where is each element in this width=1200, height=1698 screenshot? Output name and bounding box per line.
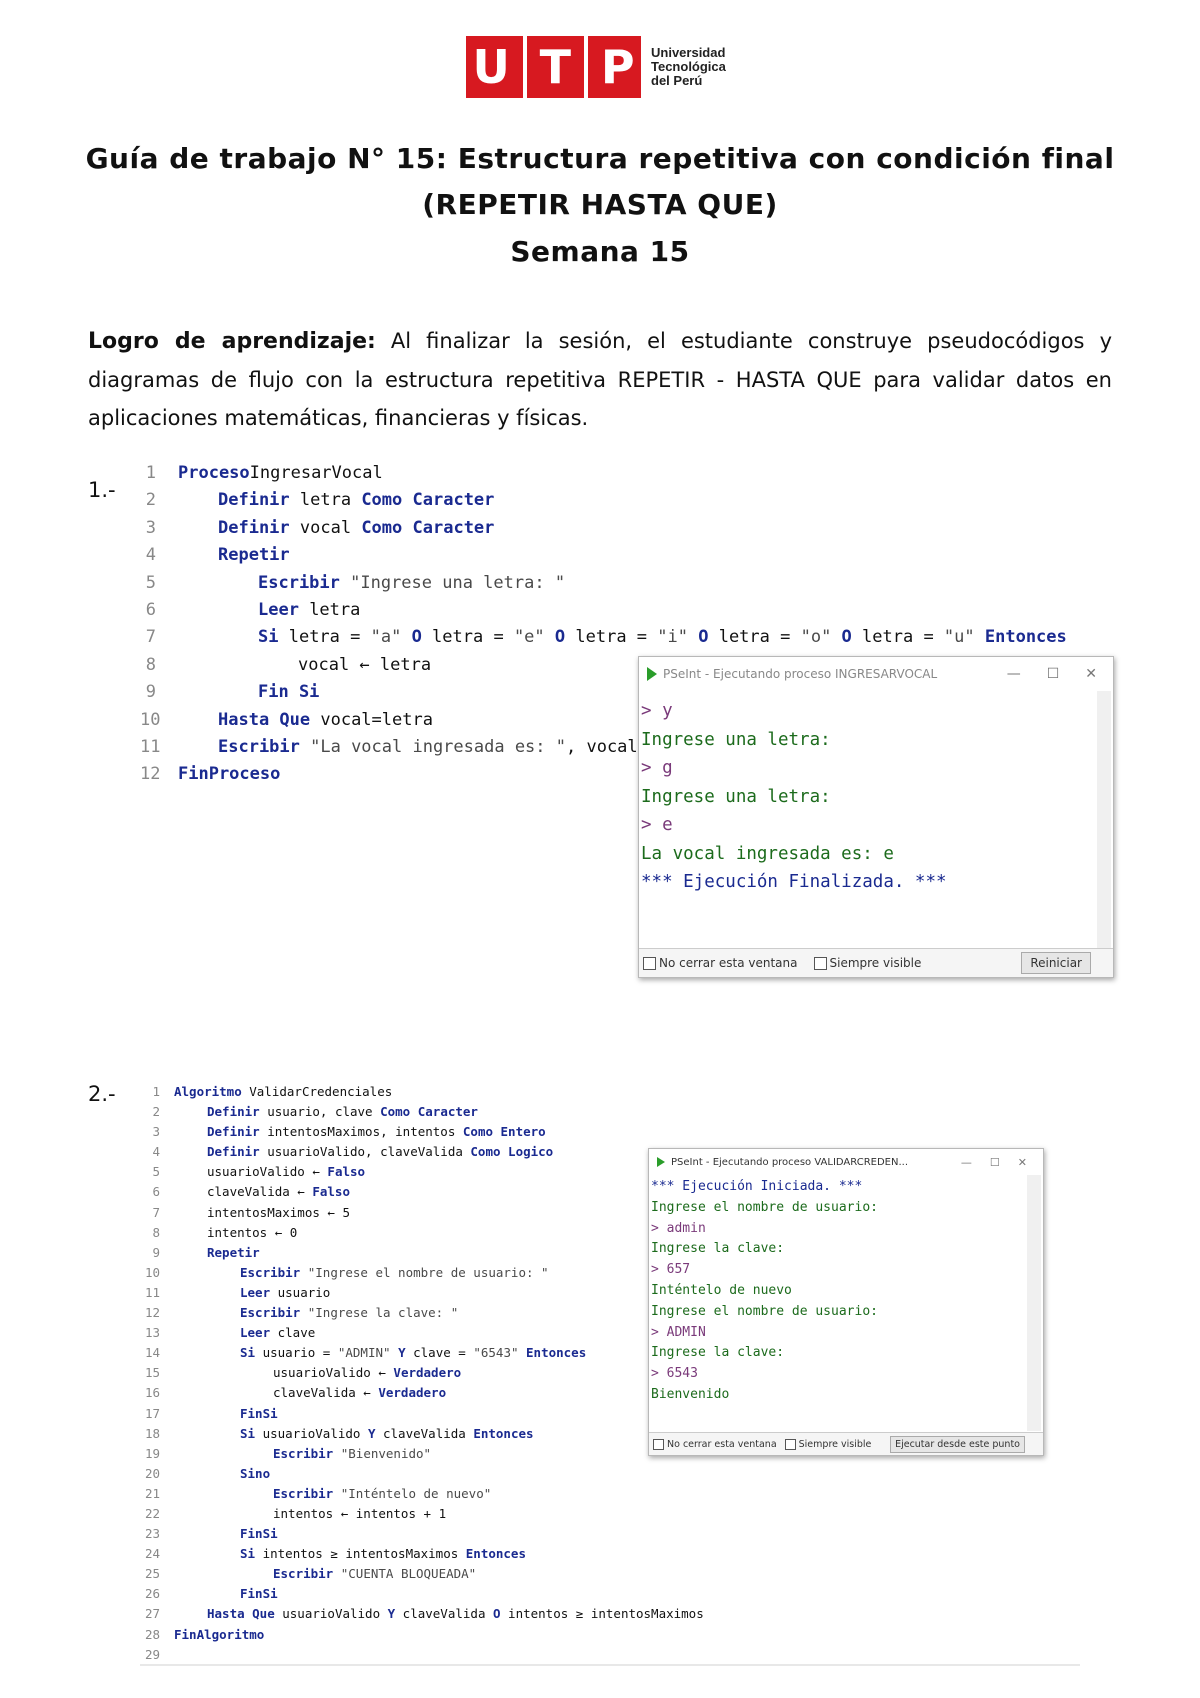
- always-visible-label: Siempre visible: [829, 956, 922, 970]
- code-line: [140, 1564, 704, 1584]
- divider: [140, 1664, 1080, 1666]
- code-line: [140, 1102, 704, 1122]
- line-number: 4: [152, 1144, 160, 1160]
- code-line: [140, 1243, 704, 1263]
- code-line: [140, 1263, 704, 1283]
- console-output: [651, 1177, 878, 1406]
- code-line: [140, 1283, 704, 1303]
- page-title: Guía de trabajo N° 15: Estructura repetitiva con condición final: [85, 142, 1115, 175]
- console-line: > admin: [651, 1220, 706, 1236]
- code-text: FinSi: [240, 1405, 278, 1421]
- console-line: Ingrese una letra:: [641, 729, 831, 750]
- line-number: 6: [145, 600, 156, 621]
- run-icon: [657, 1157, 665, 1167]
- code-text: Leer clave: [240, 1325, 316, 1341]
- no-close-checkbox[interactable]: [643, 957, 656, 970]
- utp-logo-mark: [466, 36, 641, 98]
- line-number: 11: [144, 1284, 160, 1300]
- line-number: 1: [145, 463, 156, 483]
- learning-outcome-label: Logro de aprendizaje:: [88, 329, 376, 354]
- line-number: 11: [140, 737, 161, 758]
- close-icon[interactable]: ✕: [1017, 1155, 1027, 1169]
- no-close-checkbox[interactable]: [653, 1439, 664, 1450]
- code-text: claveValida ← Verdadero: [273, 1385, 447, 1401]
- code-line: [140, 1504, 704, 1524]
- console-line: Bienvenido: [651, 1386, 730, 1402]
- code-line: [140, 1383, 704, 1403]
- line-number: 10: [140, 709, 161, 730]
- code-line: [140, 624, 1067, 651]
- line-number: 9: [145, 682, 156, 703]
- code-text: Escribir "CUENTA BLOQUEADA": [273, 1566, 477, 1582]
- run-from-here-button[interactable]: Ejecutar desde este punto: [890, 1436, 1025, 1453]
- logo-university-name: [651, 46, 726, 88]
- code-line: [140, 597, 1067, 624]
- exercise-2-number: 2.-: [88, 1082, 116, 1106]
- console-line: > y: [641, 701, 673, 721]
- console-line: > e: [641, 815, 673, 835]
- code-line: [140, 1645, 704, 1665]
- line-number: 5: [145, 572, 156, 593]
- code-text: FinSi: [240, 1526, 278, 1542]
- code-text: Escribir "Ingrese el nombre de usuario: ": [240, 1264, 549, 1280]
- code-text: Definir usuario, clave Como Caracter: [207, 1104, 478, 1120]
- line-number: 3: [145, 517, 156, 538]
- code-text: Escribir "Bienvenido": [273, 1445, 432, 1461]
- line-number: 8: [145, 654, 156, 675]
- line-number: 2: [152, 1104, 160, 1120]
- code-text: intentosMaximos ← 5: [207, 1204, 350, 1220]
- code-text: intentos ← intentos + 1: [273, 1505, 447, 1521]
- code-text: Leer usuario: [240, 1284, 331, 1300]
- window-titlebar: [639, 657, 1113, 691]
- window-footer: [649, 1432, 1043, 1455]
- code-line: [140, 1484, 704, 1504]
- line-number: 10: [144, 1264, 160, 1280]
- code-line: [140, 1363, 704, 1383]
- code-text: Hasta Que vocal=letra: [218, 709, 433, 730]
- code-text: Escribir "Inténtelo de nuevo": [273, 1485, 492, 1501]
- window-footer: [639, 948, 1113, 977]
- code-line: [140, 570, 1067, 597]
- code-line: [140, 1404, 704, 1424]
- code-line: [140, 1625, 704, 1645]
- code-line: [140, 460, 1067, 487]
- console-output: [641, 697, 947, 897]
- code-text: Leer letra: [258, 600, 361, 621]
- line-number: 17: [144, 1405, 160, 1421]
- code-line: [140, 1604, 704, 1624]
- code-text: Si letra = "a" O letra = "e" O letra = "i" O letra = "o" O letra = "u" Entonces: [258, 627, 1067, 648]
- logo-letter: P: [600, 40, 635, 94]
- exercise-1-number: 1.-: [88, 478, 116, 502]
- code-text: claveValida ← Falso: [207, 1184, 350, 1200]
- code-text: Algoritmo ValidarCredenciales: [174, 1084, 393, 1099]
- console-line: *** Ejecución Iniciada. ***: [651, 1179, 863, 1194]
- logo-line: Tecnológica: [651, 59, 726, 74]
- minimize-icon[interactable]: —: [960, 1155, 972, 1169]
- code-line: [140, 1343, 704, 1363]
- line-number: 28: [144, 1626, 160, 1642]
- line-number: 9: [152, 1244, 160, 1260]
- console-line: Ingrese el nombre de usuario:: [651, 1303, 878, 1319]
- scrollbar[interactable]: [1097, 691, 1111, 949]
- always-visible-label: Siempre visible: [798, 1438, 872, 1450]
- page-subtitle: (REPETIR HASTA QUE): [422, 188, 778, 221]
- line-number: 8: [152, 1224, 160, 1240]
- code-line: [140, 1464, 704, 1484]
- console-line: Ingrese la clave:: [651, 1241, 785, 1257]
- code-line: [140, 1544, 704, 1564]
- line-number: 27: [144, 1606, 160, 1622]
- code-text: Sino: [240, 1465, 271, 1481]
- line-number: 23: [144, 1526, 160, 1542]
- code-line: [140, 1424, 704, 1444]
- code-text: Escribir "Ingrese una letra: ": [258, 572, 566, 593]
- code-text: FinProceso: [178, 764, 281, 785]
- code-text: Repetir: [218, 545, 290, 566]
- line-number: 7: [152, 1204, 160, 1220]
- line-number: 20: [144, 1465, 160, 1481]
- exercise-2-output-window: [648, 1148, 1044, 1456]
- code-line: [140, 1223, 704, 1243]
- code-text: Hasta Que usuarioValido Y claveValida O intentos ≥ intentosMaximos: [207, 1606, 704, 1622]
- code-line: [140, 1162, 704, 1182]
- run-icon: [647, 667, 657, 681]
- learning-outcome-text: Al finalizar la sesión, el estudiante construye pseudocódigos y diagramas de flujo con la estructura repetitiva REPETIR - HASTA QUE para validar datos en aplicaciones matemáticas, financieras y físicas.: [88, 329, 1112, 430]
- line-number: 6: [152, 1184, 160, 1200]
- line-number: 26: [144, 1586, 160, 1602]
- no-close-label: No cerrar esta ventana: [659, 956, 798, 970]
- window-titlebar: [649, 1149, 1043, 1175]
- code-text: Si usuario = "ADMIN" Y clave = "6543" Entonces: [240, 1345, 587, 1361]
- code-line: [140, 515, 1067, 542]
- console-line: > g: [641, 758, 673, 778]
- scrollbar[interactable]: [1027, 1175, 1041, 1431]
- logo-line: del Perú: [651, 73, 703, 88]
- console-line: Inténtelo de nuevo: [651, 1282, 792, 1298]
- console-line: > ADMIN: [651, 1324, 706, 1340]
- code-text: Si usuarioValido Y claveValida Entonces: [240, 1425, 534, 1441]
- code-line: [140, 1142, 704, 1162]
- code-line: [140, 1444, 704, 1464]
- code-text: Definir letra Como Caracter: [218, 490, 495, 511]
- code-text: Escribir "La vocal ingresada es: ", vocal: [218, 737, 638, 758]
- line-number: 1: [152, 1084, 160, 1099]
- line-number: 24: [144, 1546, 160, 1562]
- code-text: Definir vocal Como Caracter: [218, 517, 495, 538]
- window-title: PSeInt - Ejecutando proceso VALIDARCREDEN...: [671, 1156, 908, 1168]
- maximize-icon[interactable]: ☐: [989, 1155, 1000, 1169]
- code-text: FinAlgoritmo: [174, 1626, 265, 1642]
- console-line: La vocal ingresada es: e: [641, 843, 894, 864]
- code-line: [140, 1524, 704, 1544]
- line-number: 13: [144, 1325, 160, 1341]
- week-label: Semana 15: [510, 235, 690, 268]
- line-number: 4: [145, 545, 156, 566]
- line-number: 22: [144, 1505, 160, 1521]
- code-text: Si intentos ≥ intentosMaximos Entonces: [240, 1546, 526, 1562]
- code-line: [140, 1182, 704, 1202]
- exercise-2-code: [140, 1082, 704, 1665]
- code-text: ProcesoIngresarVocal: [178, 463, 383, 483]
- line-number: 19: [144, 1445, 160, 1461]
- code-line: [140, 542, 1067, 569]
- console-line: Ingrese una letra:: [641, 786, 831, 807]
- code-line: [140, 1122, 704, 1142]
- code-line: [140, 487, 1067, 514]
- line-number: 14: [144, 1345, 160, 1361]
- logo-letter: T: [539, 40, 572, 94]
- code-text: Fin Si: [258, 682, 320, 703]
- always-visible-checkbox[interactable]: [814, 957, 827, 970]
- line-number: 3: [152, 1124, 160, 1140]
- restart-button[interactable]: Reiniciar: [1021, 952, 1091, 974]
- always-visible-checkbox[interactable]: [785, 1439, 796, 1450]
- line-number: 12: [144, 1305, 160, 1321]
- code-text: vocal ← letra: [298, 654, 432, 675]
- line-number: 15: [144, 1365, 160, 1381]
- maximize-icon[interactable]: ☐: [1046, 666, 1060, 682]
- code-text: Definir intentosMaximos, intentos Como Entero: [207, 1124, 546, 1140]
- code-line: [140, 1303, 704, 1323]
- utp-logo: [466, 36, 726, 98]
- console-line: > 657: [651, 1262, 691, 1278]
- code-line: [140, 1323, 704, 1343]
- logo-letter: U: [472, 40, 510, 94]
- no-close-label: No cerrar esta ventana: [667, 1438, 777, 1450]
- console-line: *** Ejecución Finalizada. ***: [641, 872, 947, 892]
- code-text: Escribir "Ingrese la clave: ": [240, 1305, 459, 1321]
- code-line: [140, 1584, 704, 1604]
- code-text: Definir usuarioValido, claveValida Como Logico: [207, 1144, 554, 1160]
- code-text: usuarioValido ← Verdadero: [273, 1365, 462, 1381]
- exercise-1-output-window: [638, 656, 1114, 978]
- code-text: FinSi: [240, 1586, 278, 1602]
- code-line: [140, 1203, 704, 1223]
- logo-line: Universidad: [651, 45, 726, 60]
- line-number: 21: [144, 1485, 160, 1501]
- minimize-icon[interactable]: —: [1006, 666, 1021, 682]
- code-text: Repetir: [207, 1244, 260, 1260]
- line-number: 2: [145, 490, 156, 511]
- line-number: 5: [152, 1164, 160, 1180]
- code-text: intentos ← 0: [207, 1224, 298, 1240]
- line-number: 7: [145, 627, 156, 648]
- learning-outcome: [88, 322, 1112, 437]
- close-icon[interactable]: ✕: [1085, 666, 1097, 682]
- code-text: usuarioValido ← Falso: [207, 1164, 366, 1180]
- window-title: PSeInt - Ejecutando proceso INGRESARVOCAL: [663, 667, 938, 681]
- code-line: [140, 1082, 704, 1102]
- line-number: 16: [144, 1385, 160, 1401]
- line-number: 18: [144, 1425, 160, 1441]
- line-number: 12: [140, 764, 161, 785]
- console-line: > 6543: [651, 1366, 698, 1382]
- line-number: 29: [144, 1646, 160, 1662]
- console-line: Ingrese la clave:: [651, 1345, 785, 1361]
- line-number: 25: [144, 1566, 160, 1582]
- console-line: Ingrese el nombre de usuario:: [651, 1199, 878, 1215]
